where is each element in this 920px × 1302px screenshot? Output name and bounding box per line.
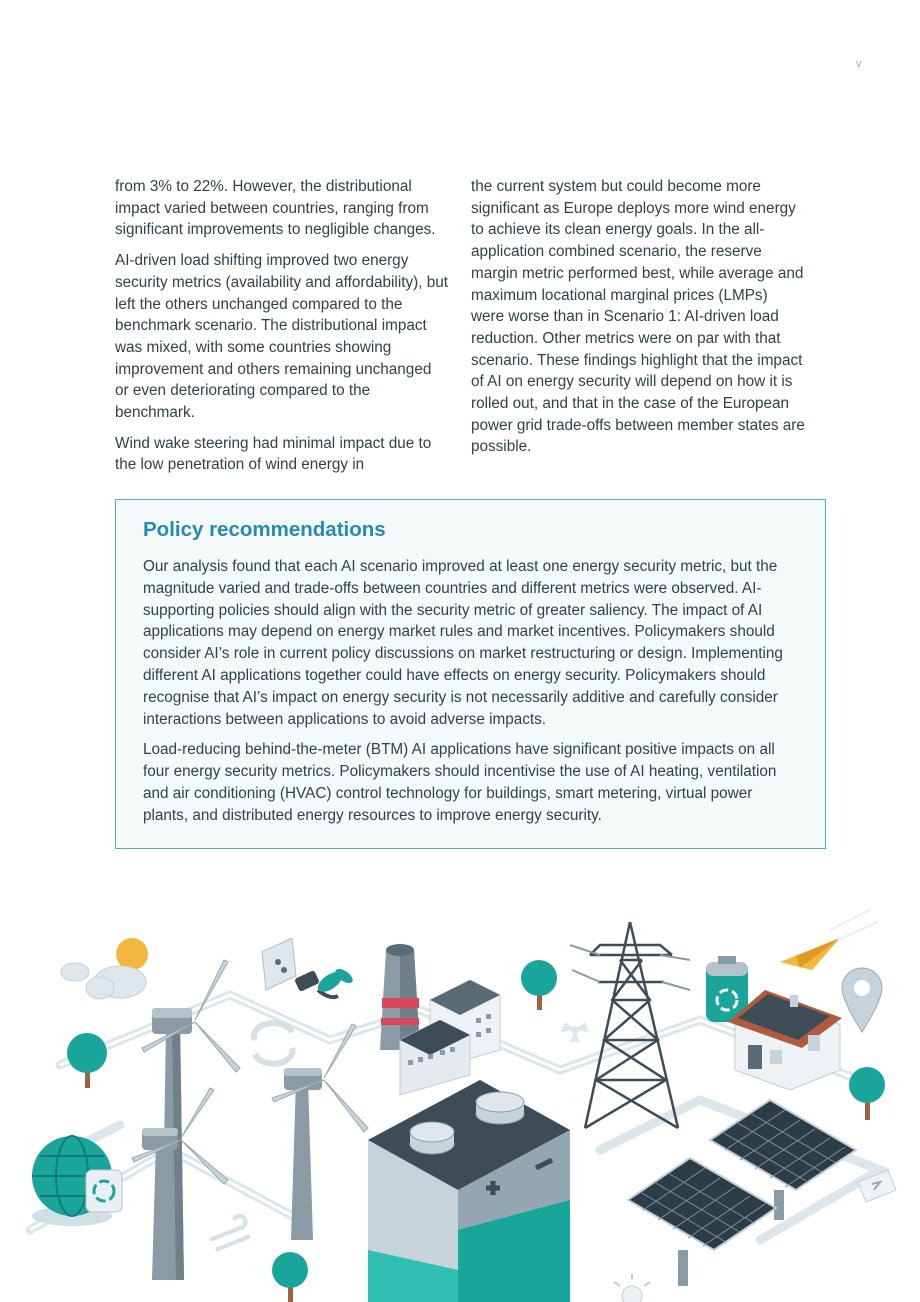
transmission-tower-icon — [585, 922, 678, 1128]
tree-icon — [67, 1033, 107, 1088]
wind-swirl-icon — [210, 1216, 250, 1250]
policy-paragraph: Our analysis found that each AI scenario improved at least one energy security metric, but the magnitude varied and trade-offs between countries and different metrics were observed. AI-supporting policies should align with the security metric of greater saliency. The impact of AI applications may depend on energy market rules and market incentives. Policymakers should consider AI’s role in current policy discussions on market restructuring or design. Implementing different AI applications together could have effects on energy security. Policymakers should recognise that AI’s impact on energy security is not necessarily additive and carefully consider interactions between applications to avoid adverse impacts. — [143, 558, 783, 728]
paragraph: Wind wake steering had minimal impact due to the low penetration of wind energy in — [115, 434, 432, 474]
lightbulb-icon — [614, 1274, 650, 1302]
tree-icon — [521, 960, 557, 1010]
paragraph: from 3% to 22%. However, the distributional impact varied between countries, ranging from significant improvements to negligible changes. — [115, 178, 436, 239]
location-pin-icon — [842, 968, 882, 1032]
tree-icon — [272, 1252, 308, 1302]
energy-infrastructure-illustration — [0, 900, 920, 1302]
body-columns — [115, 176, 805, 485]
tree-icon — [849, 1067, 885, 1120]
paper-plane-icon — [780, 910, 878, 970]
policy-title: Policy recommendations — [143, 518, 386, 541]
cloud-icon — [61, 963, 146, 999]
policy-recommendations-box — [115, 499, 826, 849]
page-number: v — [856, 58, 862, 70]
paragraph: the current system but could become more significant as Europe deploys more wind energy to achieve its clean energy goals. In the all-application combined scenario, the reserve margin metric performed best, while average and maximum locational marginal prices (LMPs) were worse than in Scenario 1: AI-driven load reduction. Other metrics were on par with that scenario. These findings highlight that the impact of AI on energy security will depend on how it is rolled out, and that in the case of the European power grid trade-offs between member states are possible. — [471, 178, 805, 456]
sun-icon — [116, 938, 148, 970]
policy-paragraph: Load-reducing behind-the-meter (BTM) AI applications have significant positive impacts on all four energy security metrics. Policymakers should incentivise the use of AI heating, ventilation and air conditioning (HVAC) control technology for buildings, smart metering, virtual power plants, and distributed energy resources to improve energy security. — [143, 741, 777, 824]
recycle-bubble-icon — [86, 1170, 122, 1212]
radiation-icon — [561, 1022, 589, 1042]
leaf-icon — [315, 966, 356, 996]
left-column — [115, 176, 449, 485]
refresh-icon — [254, 1023, 292, 1064]
power-socket-icon — [262, 938, 296, 990]
battery-icon — [368, 1080, 570, 1302]
right-column — [471, 176, 805, 485]
paragraph: AI-driven load shifting improved two energy security metrics (availability and affordability), but left the others unchanged compared to the benchmark scenario. The distributional impact was mixed, with some countries showing improvement and others remaining unchanged or even deteriorating compared to the benchmark. — [115, 252, 448, 422]
solar-panel-icon — [628, 1158, 776, 1286]
